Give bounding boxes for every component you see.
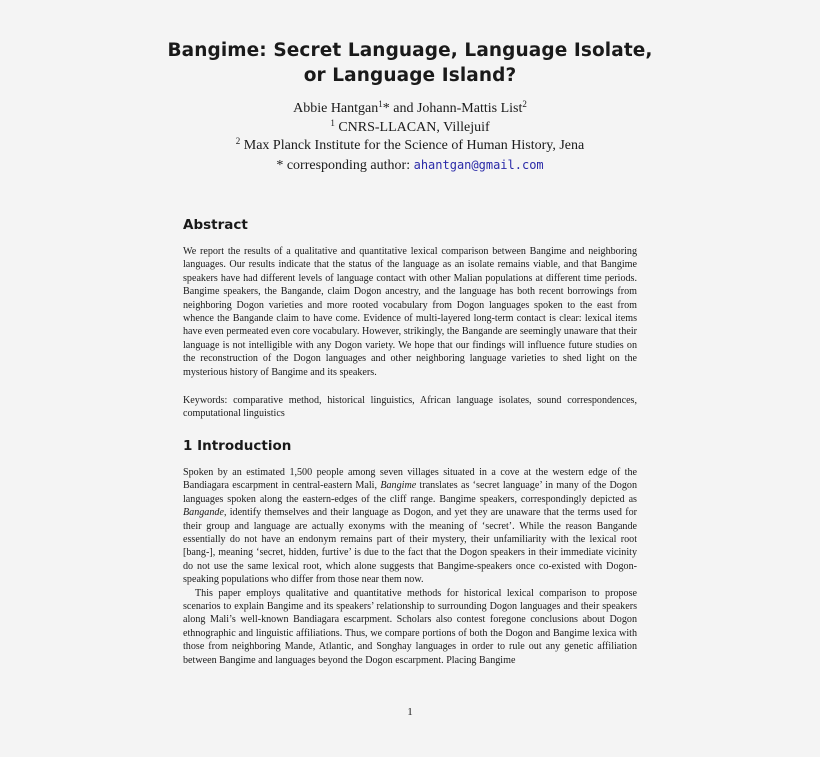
author-1-affiliation-mark: 1 [378,99,383,109]
title-line-1: Bangime: Secret Language, Language Isolate, [167,40,653,61]
title-line-2: or Language Island? [303,65,517,86]
intro-paragraph-1: Spoken by an estimated 1,500 people among seven villages situated in a cove at the western edge of the Bandiagara escarpment in central-eastern Mali, Bangime translates as ‘secret language’ in many of the Dogon languages spoken along the eastern-edges of the cliff range. Bangime speakers, correspondingly depicted as Bangande, identify themselves and their language as Dogon, and yet they are unaware that the terms used for their group and language are actually exonyms with the meaning of ‘secret’. While the reason Bangande essentially do not have an endonym remains part of their mystery, their unfamiliarity with the lexical root [bang-], meaning ‘secret, hidden, furtive’ is due to the fact that the Dogon speakers in their immediate vicinity do not use the same lexical root, which alone suggests that Bangime-speakers once co-existed with Dogon-speaking populations who differ from those near them now. [183,467,637,586]
keywords [183,394,637,421]
affiliation-2: $^2$ Max Planck Institute for the Science of Human History, Jena [235,136,585,153]
paper-title [100,38,720,88]
abstract-body [183,245,637,379]
term-bangande: Bangande [183,507,224,519]
introduction-heading: 1 Introduction [183,438,292,454]
author-1: Abbie Hantgan [293,101,379,116]
email-link[interactable]: ahantgan@gmail.com [413,157,544,172]
affiliation-1: $^1$ CNRS-LLACAN, Villejuif [330,117,490,135]
abstract-text: We report the results of a qualitative and quantitative lexical comparison between Bangime and neighboring languages. Our results indicate that the status of the language as an isolate remains viable, and that Bangime speakers have had different levels of language contact with other Malian populations at different time periods. Bangime speakers, the Bangande, claim Dogon ancestry, and the language has both recent borrowings from neighboring Dogon varieties and more rooted vocabulary from Dogon languages spoken to the east from whence the Bangande claim to have come. Evidence of multi-layered long-term contact is clear: lexical items have even permeated even core vocabulary. However, strikingly, the Bangande are seemingly unaware that their language is not intelligible with any Dogon variety. We hope that our findings will influence future studies on the reconstruction of the Dogon languages and other neighboring language varieties to shed light on the mysterious history of Bangime and its speakers. [183,246,637,378]
page-number: 1 [407,706,413,718]
corresponding-author: * corresponding author: ahantgan@gmail.com [276,157,544,173]
author-block [150,100,670,175]
author-2-affiliation-mark: 2 [522,99,527,109]
intro-paragraph-2: This paper employs qualitative and quantitative methods for historical lexical comparison to propose scenarios to explain Bangime and its speakers’ relationship to surrounding Dogon languages and their speakers along Mali’s well-known Bandiagara escarpment. Scholars also contest foregone conclusions about Dogon ethnographic and linguistic affiliations. Thus, we compare portions of both the Dogon and Bangime lexica with those from neighboring Mande, Atlantic, and Songhay languages in order to rule out any genetic affiliation between Bangime and languages beyond the Dogon escarpment. Placing Bangime [183,587,637,666]
author-line [150,100,670,119]
term-bangime: Bangime [380,480,417,492]
keywords-text: Keywords: comparative method, historical linguistics, African language isolates, sound correspondences, computational linguistics [183,395,637,420]
abstract-heading: Abstract [183,217,248,233]
author-2: and Johann-Mattis List [389,101,523,116]
corresponding-mark: * [382,101,390,116]
introduction-body [183,466,637,667]
